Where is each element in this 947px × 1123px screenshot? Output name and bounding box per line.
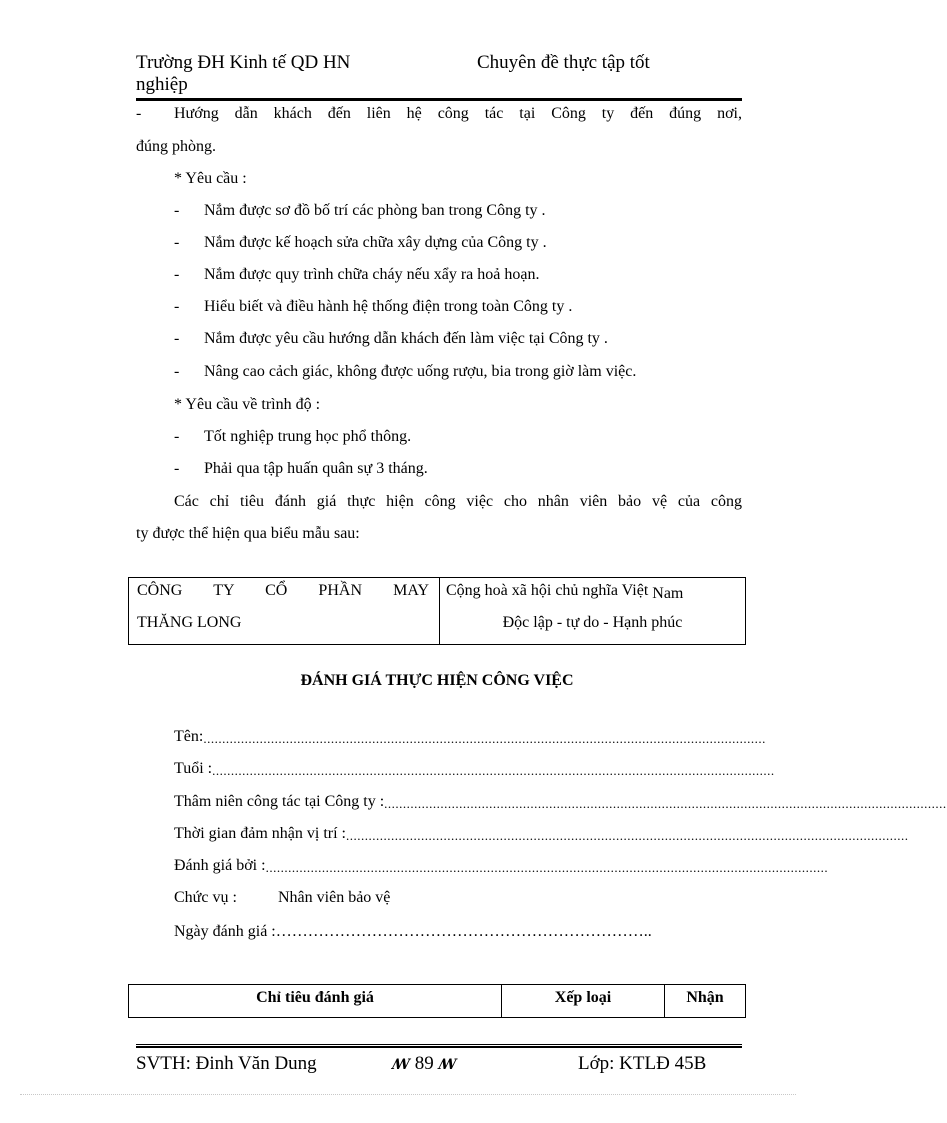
footer-page-number: ꟿ 89 ꟿ (392, 1053, 457, 1074)
list-item: - Nâng cao cảch giác, không được uống rượu, bia trong giờ làm việc. (174, 363, 637, 380)
header-school: Trường ĐH Kinh tế QD HN (136, 52, 351, 73)
page-header (136, 52, 742, 96)
page-edge (20, 1094, 796, 1095)
evaluation-table-header (128, 984, 746, 1018)
list-item: - Nắm được quy trình chữa cháy nếu xẩy ra hoả hoạn. (174, 266, 540, 283)
header-topic: Chuyên đề thực tập tốt (477, 52, 650, 73)
guide-line-2: đúng phòng. (136, 138, 216, 155)
list-item: - Nắm được kế hoạch sửa chữa xây dựng của Công ty . (174, 234, 547, 251)
requirements-heading: * Yêu cầu : (174, 170, 247, 187)
footer-student: SVTH: Đinh Văn Dung (136, 1053, 317, 1074)
criteria-column-header: Chỉ tiêu đánh giá (129, 985, 502, 1017)
age-field[interactable]: Tuổi : ...................................................................................................................................................... (174, 760, 775, 778)
list-item: - Nắm được yêu cầu hướng dẫn khách đến làm việc tại Công ty . (174, 330, 608, 347)
qualification-heading: * Yêu cầu về trình độ : (174, 396, 321, 413)
org-header-table (128, 577, 746, 645)
company-name-line-1: CÔNG TY CỔ PHẦN MAY (137, 582, 429, 599)
seniority-field[interactable]: Thâm niên công tác tại Công ty : ...................................................................................................................................................... (174, 793, 947, 811)
comment-column-header: Nhận (686, 989, 724, 1006)
list-item: - Nắm được sơ đồ bố trí các phòng ban trong Công ty . (174, 202, 546, 219)
rating-column-header: Xếp loại (502, 985, 665, 1017)
evaluation-date-field[interactable]: Ngày đánh giá : …………………………………………………………….. (174, 923, 652, 940)
company-name-line-2: THĂNG LONG (137, 614, 242, 631)
list-item: - Hiểu biết và điều hành hệ thống điện trong toàn Công ty . (174, 298, 573, 315)
criteria-intro-line-2: ty được thể hiện qua biểu mẫu sau: (136, 525, 360, 542)
footer-class: Lớp: KTLĐ 45B (578, 1053, 707, 1074)
name-field[interactable]: Tên: ...................................................................................................................................................... (174, 728, 766, 746)
company-cell (129, 578, 440, 644)
nation-cell (440, 578, 745, 644)
nation-name: Cộng hoà xã hội chủ nghĩa Việt Nam (446, 582, 684, 602)
position-field: Chức vụ : Nhân viên bảo vệ (174, 889, 391, 906)
list-item: - Tốt nghiệp trung học phổ thông. (174, 428, 412, 445)
header-topic-continued: nghiệp (136, 74, 188, 95)
list-item: - Phải qua tập huấn quân sự 3 tháng. (174, 460, 428, 477)
header-rule (136, 98, 742, 101)
tenure-field[interactable]: Thời gian đảm nhận vị trí : ...................................................................................................................................................... (174, 825, 909, 843)
evaluator-field[interactable]: Đánh giá bởi : ...................................................................................................................................................... (174, 857, 829, 875)
form-title: ĐÁNH GIÁ THỰC HIỆN CÔNG VIỆC (300, 672, 574, 689)
ornament-left-icon: ꟿ (392, 1058, 410, 1073)
criteria-intro-line-1: Các chỉ tiêu đánh giá thực hiện công việc cho nhân viên bảo vệ của công (174, 493, 742, 510)
guide-line-1: - Hướng dẫn khách đến liên hệ công tác tại Công ty đến đúng nơi, (136, 105, 742, 122)
footer-rule (136, 1044, 742, 1048)
national-motto: Độc lập - tự do - Hạnh phúc (502, 614, 683, 631)
ornament-right-icon: ꟿ (438, 1058, 457, 1073)
